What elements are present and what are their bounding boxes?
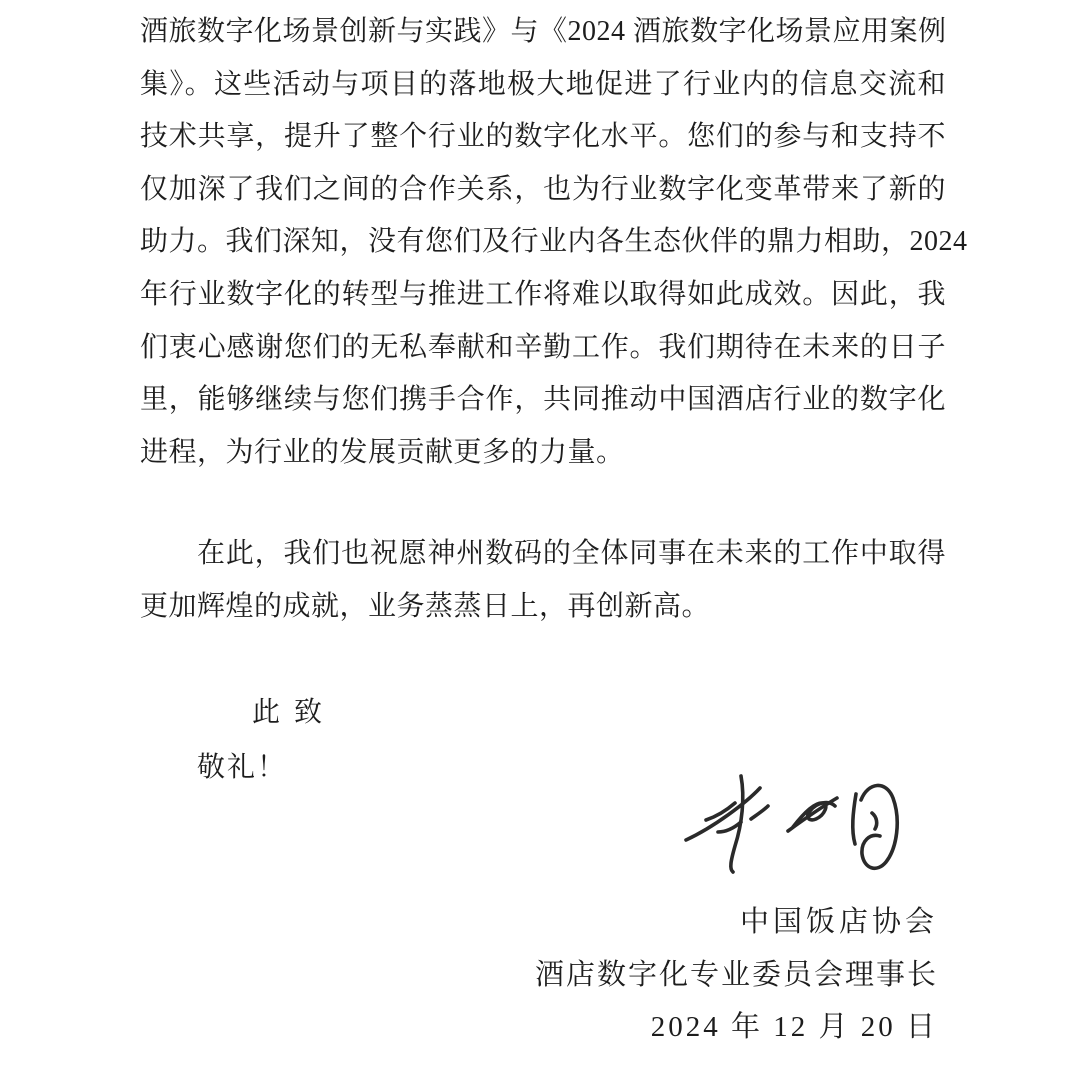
handwritten-signature-icon <box>672 770 904 898</box>
letter-date: 2024 年 12 月 20 日 <box>650 1011 938 1043</box>
body-line: 仅加深了我们之间的合作关系，也为行业数字化变革带来了新的 <box>140 173 946 205</box>
body-line: 集》。这些活动与项目的落地极大地促进了行业内的信息交流和 <box>140 68 946 100</box>
letter-body <box>140 6 968 795</box>
paragraph-gap <box>140 479 946 528</box>
body-line: 技术共享，提升了整个行业的数字化水平。您们的参与和支持不 <box>140 121 946 153</box>
body-line: 在此，我们也祝愿神州数码的全体同事在未来的工作中取得 <box>197 538 946 570</box>
body-line: 们衷心感谢您们的无私奉献和辛勤工作。我们期待在未来的日子 <box>140 331 946 363</box>
body-line: 年行业数字化的转型与推进工作将难以取得如此成效。因此，我 <box>140 278 946 310</box>
body-line: 进程，为行业的发展贡献更多的力量。 <box>140 436 625 468</box>
body-line: 里，能够继续与您们携手合作，共同推动中国酒店行业的数字化 <box>140 384 946 416</box>
organization-name: 中国饭店协会 <box>739 906 938 938</box>
closing-salute: 此致 <box>252 696 337 728</box>
closing-regards: 敬礼！ <box>197 752 288 784</box>
body-line: 更加辉煌的成就，业务蒸蒸日上，再创新高。 <box>140 590 711 622</box>
signer-title: 酒店数字化专业委员会理事长 <box>534 958 938 991</box>
body-line: 酒旅数字化场景创新与实践》与《2024 酒旅数字化场景应用案例 <box>140 16 947 47</box>
signature-block <box>535 896 938 1054</box>
body-line: 助力。我们深知，没有您们及行业内各生态伙伴的鼎力相助，2024 <box>140 226 968 258</box>
closing-gap <box>140 634 946 687</box>
